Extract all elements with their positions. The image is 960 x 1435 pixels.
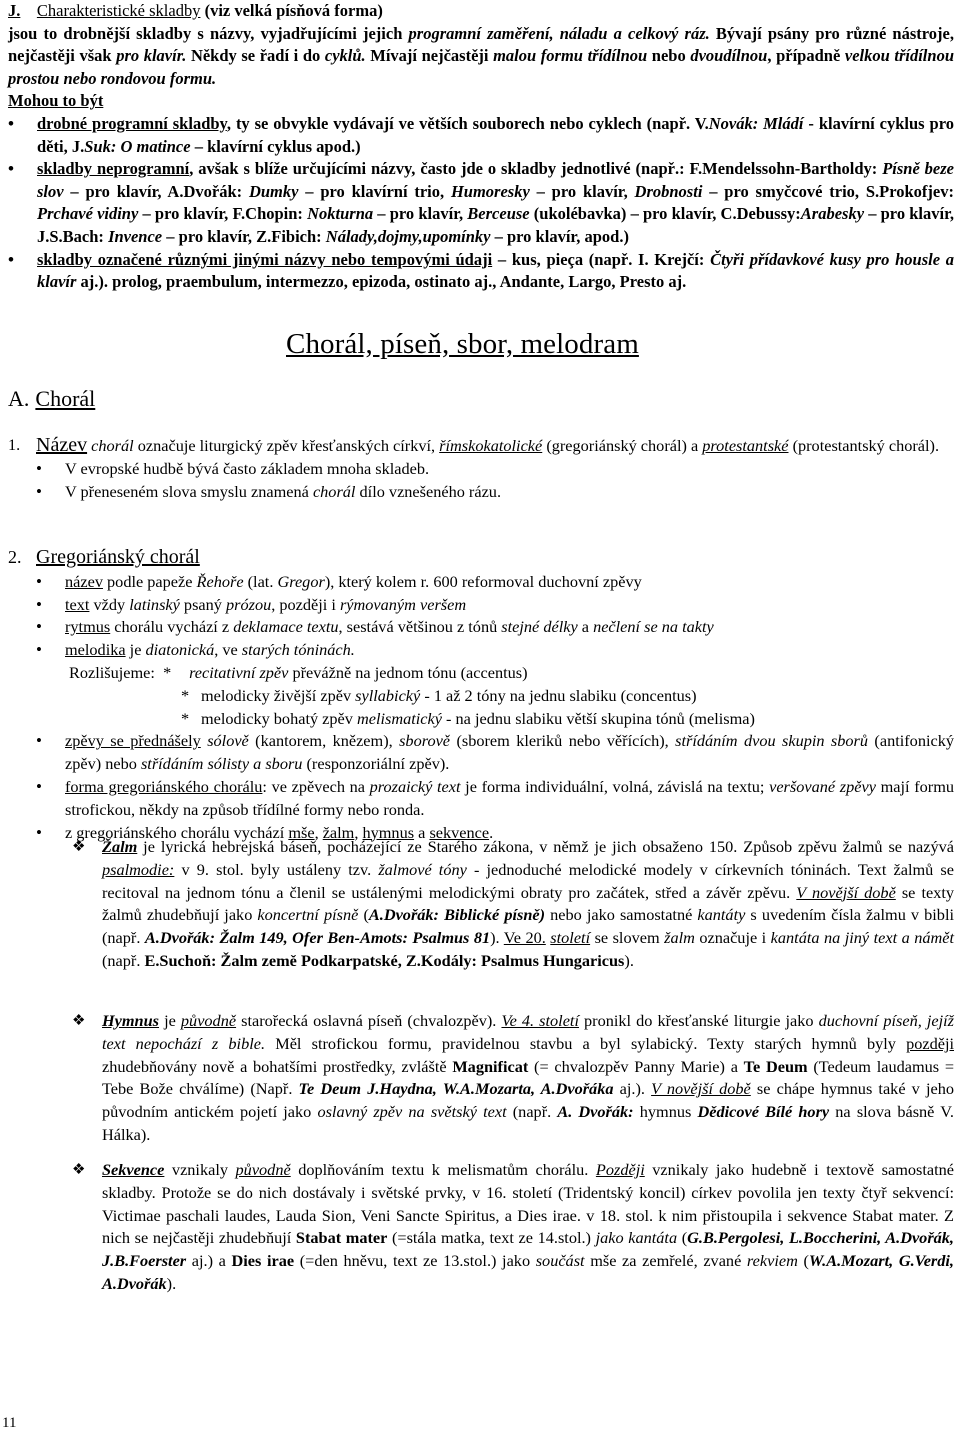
list-item xyxy=(8,113,954,158)
text-run: melodicky bohatý zpěv xyxy=(201,708,357,728)
text-run: Hymnus xyxy=(102,1011,160,1030)
text-run: Později xyxy=(595,1160,645,1179)
text-run: (lat. xyxy=(243,571,278,591)
page-number: 11 xyxy=(2,1415,17,1431)
text-run: ( xyxy=(677,1228,688,1248)
text-run: Dědicové Bílé hory xyxy=(697,1102,830,1122)
text-run: pro klavír. xyxy=(116,46,187,66)
text-run: – pro smyčcové trio, S.Prokofjev: xyxy=(702,181,954,201)
text-run: prózou xyxy=(225,594,272,614)
section-1-bullets xyxy=(8,458,954,504)
text-run: – pro klavír, xyxy=(373,204,468,224)
text-run: na slova básně V. Hálka). xyxy=(102,1102,954,1144)
text-run: (sborem kleriků nebo věřících), xyxy=(450,731,676,751)
top-section xyxy=(8,0,954,294)
text-run: vždy xyxy=(89,594,130,614)
text-run: Dumky xyxy=(248,181,299,201)
text-run: převážně na jednom tónu (accentus) xyxy=(288,662,528,682)
text-run: zpěvy se přednášely xyxy=(65,731,201,751)
text-run: – pro klavír, J.S.Bach: xyxy=(37,204,955,246)
section-2-body xyxy=(8,571,954,845)
text-run: (Tedeum laudamus = Tebe Bože chválíme) (Např. xyxy=(102,1056,955,1099)
text-run: je xyxy=(125,640,146,660)
text-run: forma gregoriánského chorálu xyxy=(65,776,263,796)
rozlisujeme-line xyxy=(36,708,954,731)
text-run: (antifonický zpěv) nebo xyxy=(65,731,954,774)
text-run: v 9. stol. byly ustáleny tzv. xyxy=(174,859,379,879)
text-run: ). xyxy=(490,928,504,948)
diamond-bullet-icon: ❖ xyxy=(72,1013,86,1029)
text-block xyxy=(36,434,954,458)
text-run: označuje i xyxy=(694,928,771,948)
text-run: Humoresky xyxy=(450,181,530,201)
text-run: , avšak s blíže určujícími názvy, často jde o skladby jednotlivé (např.: F.Mendelssohn-Bartholdy: xyxy=(189,159,883,179)
text-run: Berceuse xyxy=(467,204,530,224)
section-title: Charakteristické skladby xyxy=(36,1,201,20)
text-run: G.B.Pergolesi, L.Boccherini, A.Dvořák, J.B.Foerster xyxy=(102,1228,955,1271)
text-run: (=den hněvu, text ze 13.stol.) jako xyxy=(294,1251,536,1271)
text-run: (responzoriální zpěv). xyxy=(302,754,450,774)
text-run: doplňováním textu k melismatům chorálu. xyxy=(290,1160,596,1179)
text-run: později xyxy=(906,1033,954,1053)
text-run: latinský xyxy=(129,594,180,614)
text-run: (=stála matka, text ze 14.stol.) xyxy=(387,1228,596,1248)
text-run: žalmové tóny xyxy=(378,859,467,879)
text-run: ( xyxy=(797,1251,809,1271)
text-run: nečlení se na takty xyxy=(593,617,714,637)
text-run: Měl strofickou formu, pravidelnou stavbu a byl sylabický. Texty starých hymnů byly xyxy=(265,1033,907,1053)
section-2 xyxy=(8,546,954,844)
text-run: , ty se obvykle vydávají ve větších souborech nebo cyklech (např. V. xyxy=(226,113,709,133)
text-run: s uvedením čísla žalmu v bibli (např. xyxy=(102,905,954,948)
text-run: původně xyxy=(180,1011,237,1030)
text-run: sólově xyxy=(207,731,249,751)
text-run: chorál xyxy=(312,481,356,501)
text-run: – pro klavír, F.Chopin: xyxy=(138,204,308,224)
list-item xyxy=(8,249,954,294)
text-run: století xyxy=(550,928,591,948)
text-run: střídáním dvou skupin sborů xyxy=(675,731,869,751)
text-run: Mívají nejčastěji xyxy=(365,46,494,66)
text-run: rytmus xyxy=(65,617,111,637)
section-letter: J. xyxy=(8,1,21,20)
text-run: - jednoduché melodické modely v církevních tóninách. Text žalmů se recitoval na jednom tónu a členil se ustálenými melodickými obraty pro začátek, střed a závěr zpěvu. xyxy=(102,859,954,902)
list-item xyxy=(36,594,954,617)
text-run: diatonická xyxy=(145,640,215,660)
section-a-letter: A. xyxy=(8,386,30,411)
text-run: stejné délky xyxy=(501,617,578,637)
text-run: recitativní zpěv xyxy=(189,662,289,682)
text-run: hymnus xyxy=(362,822,415,842)
text-run: drobné programní skladby xyxy=(37,113,227,133)
zalm-block xyxy=(36,836,954,973)
text-run: , xyxy=(354,822,363,842)
text-run: veršované zpěvy xyxy=(769,776,876,796)
text-run: Magnificat xyxy=(452,1056,529,1076)
text-run: Te Deum J.Haydna, W.A.Mozarta, A.Dvořáka xyxy=(298,1079,614,1099)
text-run: ). xyxy=(166,1273,177,1293)
text-run: se slovem xyxy=(590,928,665,948)
text-run: podle papeže xyxy=(102,571,197,591)
top-paragraph xyxy=(8,0,954,294)
text-run: - 1 až 2 tóny na jednu slabiku (concentus) xyxy=(420,685,697,705)
text-run: chorálu vychází z xyxy=(110,617,234,637)
text-run: a xyxy=(577,617,594,637)
text-run: deklamace textu xyxy=(233,617,339,637)
text-run: mše za zemřelé, zvané xyxy=(584,1251,747,1271)
section-title-note: (viz velká písňová forma) xyxy=(204,1,383,20)
list-item xyxy=(36,639,954,662)
text-run: Drobnosti xyxy=(634,181,703,201)
text-run: * xyxy=(181,708,190,728)
text-run: z gregoriánského chorálu vychází xyxy=(65,822,289,842)
text-run: , později i xyxy=(271,594,340,614)
text-run: Čtyři přídavkové kusy pro housle a klavír xyxy=(37,249,954,292)
text-run: – kus, pieça (např. I. Krejčí: xyxy=(492,249,711,269)
text-run: Suk: O matince xyxy=(84,136,191,156)
text-run: jako kantáta xyxy=(595,1228,678,1248)
text-run: zhudebňovány nově a bohatšími prostředky, zvláště xyxy=(102,1056,453,1076)
text-run: rekviem xyxy=(746,1251,798,1271)
text-run: protestantské xyxy=(702,436,789,455)
text-run: – pro klavír, Z.Fibich: xyxy=(162,226,326,246)
text-run: * xyxy=(163,662,172,682)
text-run: (= chvalozpěv Panny Marie) a xyxy=(528,1056,744,1076)
text-run: ), který kolem r. 600 reformoval duchovní zpěvy xyxy=(324,571,642,591)
sekvence-block xyxy=(36,1159,954,1296)
section-1-paragraph xyxy=(8,434,954,458)
text-run: se chápe hymnus také v jeho původním antickém pojetí jako xyxy=(102,1079,954,1122)
text-run: žalm xyxy=(664,928,695,948)
text-run: kantáta na jiný text a námět xyxy=(770,928,954,948)
text-run: Nokturna xyxy=(307,204,374,224)
section-2-title: Gregoriánský chorál xyxy=(36,546,200,568)
list-item xyxy=(8,158,954,248)
text-run: oslavný zpěv na světský text xyxy=(317,1102,507,1122)
text-run: aj.). xyxy=(613,1079,652,1099)
text-run: je forma individuální, volná, závislá na textu; xyxy=(460,776,770,796)
text-run: skladby neprogramní xyxy=(37,159,190,179)
text-run: vznikaly jako hudebně i textově samostatné skladby. Protože se do nich dostávaly i světské prvky, v 16. století (Tridentský koncil) církev povolila jen texty čtyř sekvencí: Victimae paschali laudes, Lauda Sion, Veni Sancte Spiritus, a Dies irae. v 18. stol. k nim přistoupila i sekvence Stabat mater. Z nich se nejčastěji zhudebňují xyxy=(102,1160,955,1248)
text-run: melodika xyxy=(65,640,126,660)
text-run: označuje liturgický zpěv křesťanských církví, xyxy=(133,436,440,455)
text-run: (např. xyxy=(506,1102,558,1122)
text-run: Rozlišujeme: xyxy=(69,662,155,682)
text-run: – pro klavír, A.Dvořák: xyxy=(63,181,249,201)
text-run: ( xyxy=(358,905,369,925)
text-run: dílo vznešeného rázu. xyxy=(355,481,502,501)
text-run: syllabický xyxy=(355,685,421,705)
text-run: Invence xyxy=(108,226,163,246)
text-run: nebo jako samostatné xyxy=(545,905,698,925)
page-heading: Chorál, píseň, sbor, melodram xyxy=(286,328,639,360)
text-run: původně xyxy=(235,1160,291,1179)
text-run: mše xyxy=(288,822,315,842)
text-run: střídáním sólisty a sboru xyxy=(140,754,303,774)
rozlisujeme-line xyxy=(36,685,954,708)
text-run: dvoudílnou xyxy=(690,46,768,66)
text-run: vznikaly xyxy=(164,1160,236,1179)
text-run: Nálady,dojmy,upomínky xyxy=(325,226,491,246)
text-run: text xyxy=(65,594,90,614)
nazev-label: Název xyxy=(36,434,88,456)
text-run: V novější době xyxy=(796,882,896,902)
list-item xyxy=(36,776,954,822)
text-run: starořecká oslavná píseň (chvalozpěv). xyxy=(236,1011,502,1030)
text-run: Te Deum xyxy=(743,1056,808,1076)
text-run: duchovní píseň, jejíž text nepochází z bible. xyxy=(102,1011,954,1053)
text-run: rýmovaným veršem xyxy=(339,594,467,614)
text-run: – pro klavírní trio, xyxy=(298,181,451,201)
text-run: římskokatolické xyxy=(439,436,543,455)
text-run: , xyxy=(314,822,323,842)
text-run: koncertní písně xyxy=(257,905,359,925)
list-item xyxy=(36,730,954,776)
text-run: se texty žalmů zhudebňují jako xyxy=(102,882,954,925)
diamond-bullet-icon: ❖ xyxy=(72,1162,86,1178)
text-run: Sekvence xyxy=(102,1160,165,1179)
text-run: . xyxy=(489,822,494,842)
text-run: cyklů. xyxy=(324,46,366,66)
section-2-heading xyxy=(8,546,954,569)
list-item xyxy=(36,616,954,639)
text-run: – pro klavír, xyxy=(529,181,635,201)
section-a-label: Chorál xyxy=(35,386,96,411)
text-run: melismatický xyxy=(356,708,442,728)
text-run: je lyrická hebrejská báseň, pocházející ze Starého zákona, v němž je jich obsaženo 150. Způsob zpěvu žalmů se nazývá xyxy=(137,837,954,856)
text-run: – pro klavír, apod.) xyxy=(490,226,629,246)
text-run: A.Dvořák: Biblické písně) xyxy=(368,905,546,925)
text-run: Ve 20. xyxy=(503,928,546,948)
section-a-heading xyxy=(8,388,95,411)
text-run: je xyxy=(159,1011,181,1030)
text-run: Někdy se řadí i do xyxy=(186,46,325,66)
text-run: Novák: Mládí xyxy=(708,113,804,133)
text-run: Řehoře xyxy=(196,571,244,591)
section-2-number: 2. xyxy=(8,547,22,567)
text-run: V přeneseném slova smyslu znamená xyxy=(65,481,313,501)
text-run: : ve zpěvech na xyxy=(262,776,370,796)
text-run: kantáty xyxy=(697,905,746,925)
text-run: aj.) a xyxy=(186,1251,232,1271)
text-run: aj.). prolog, praembulum, intermezzo, epizoda, ostinato aj., Andante, Largo, Presto aj. xyxy=(76,272,687,292)
text-run: - klavírní cyklus pro děti, J. xyxy=(37,113,954,156)
text-run: nebo xyxy=(647,46,691,66)
text-run: velkou třídílnou prostou nebo rondovou formu. xyxy=(8,46,954,88)
section-1-number: 1. xyxy=(8,435,21,454)
text-run: , sestává většinou z tónů xyxy=(338,617,502,637)
mohou-label: Mohou to být xyxy=(8,91,104,111)
text-run: psalmodie: xyxy=(102,859,175,879)
section-1 xyxy=(8,434,954,503)
text-run: V novější době xyxy=(651,1079,751,1099)
text-run: pronikl do křesťanské liturgie jako xyxy=(578,1011,819,1030)
text-run: a xyxy=(414,822,430,842)
diamond-bullet-icon: ❖ xyxy=(72,839,86,855)
text-run: skladby označené různými jinými názvy nebo tempovými údaji xyxy=(37,249,493,269)
text-run: (ukolébavka) – pro klavír, C.Debussy: xyxy=(529,204,801,224)
text-run: Gregor xyxy=(277,571,325,591)
text-run: starých tóninách. xyxy=(241,640,355,660)
text-run: sekvence xyxy=(429,822,490,842)
text-run: psaný xyxy=(179,594,226,614)
text-run: programní zaměření, náladu a celkový ráz. xyxy=(408,23,710,43)
hymnus-block xyxy=(36,1010,954,1147)
text-run: melodicky živější zpěv xyxy=(201,685,356,705)
list-item xyxy=(36,481,954,504)
text-run: , ve xyxy=(214,640,242,660)
text-run: jsou to drobnější skladby s názvy, vyjadřujícími jejich xyxy=(8,23,409,43)
text-run: Bývají psány pro různé nástroje, nejčastěji však xyxy=(8,23,954,66)
text-run: E.Suchoň: Žalm země Podkarpatské, Z.Kodály: Psalmus Hungaricus xyxy=(144,950,625,970)
list-item xyxy=(36,458,954,481)
text-run: (gregoriánský chorál) a xyxy=(542,436,703,455)
text-run: název xyxy=(65,571,103,591)
text-run: ). xyxy=(624,950,634,970)
text-run: (kantorem, knězem), xyxy=(248,731,400,751)
text-run: – klavírní cyklus apod.) xyxy=(190,136,361,156)
text-run: (protestantský chorál). xyxy=(788,436,940,455)
text-run: malou formu třídílnou xyxy=(493,46,648,66)
text-run: sborově xyxy=(399,731,451,751)
text-run: Prchavé vidiny xyxy=(37,204,139,224)
text-run: A.Dvořák: Žalm 149, Ofer Ben-Amots: Psalmus 81 xyxy=(144,928,491,948)
text-run: Dies irae xyxy=(231,1251,295,1271)
text-run: V evropské hudbě bývá často základem mnoha skladeb. xyxy=(65,458,430,478)
text-run: chorál xyxy=(91,436,134,455)
text-run: žalm xyxy=(322,822,355,842)
text-run: Arabesky xyxy=(800,204,865,224)
text-run: Ve 4. století xyxy=(501,1011,579,1030)
rozlisujeme-line xyxy=(36,662,954,685)
text-run: * xyxy=(181,685,190,705)
text-run: prozaický text xyxy=(369,776,461,796)
text-run: - na jednu slabiku větší skupina tónů (melisma) xyxy=(441,708,755,728)
text-run: Stabat mater xyxy=(295,1228,388,1248)
text-run: mají formu strofickou, někdy na způsob třídílné formy nebo ronda. xyxy=(65,776,954,819)
text-run: (např. xyxy=(102,950,145,970)
text-run: , případně xyxy=(767,46,845,66)
list-item xyxy=(36,571,954,594)
text-run: Žalm xyxy=(102,837,138,856)
text-run: A. Dvořák: xyxy=(557,1102,634,1122)
text-run: Písně beze slov xyxy=(37,159,954,201)
text-run: součást xyxy=(535,1251,585,1271)
text-run: W.A.Mozart, G.Verdi, A.Dvořák xyxy=(102,1251,955,1293)
text-run: hymnus xyxy=(633,1102,698,1122)
